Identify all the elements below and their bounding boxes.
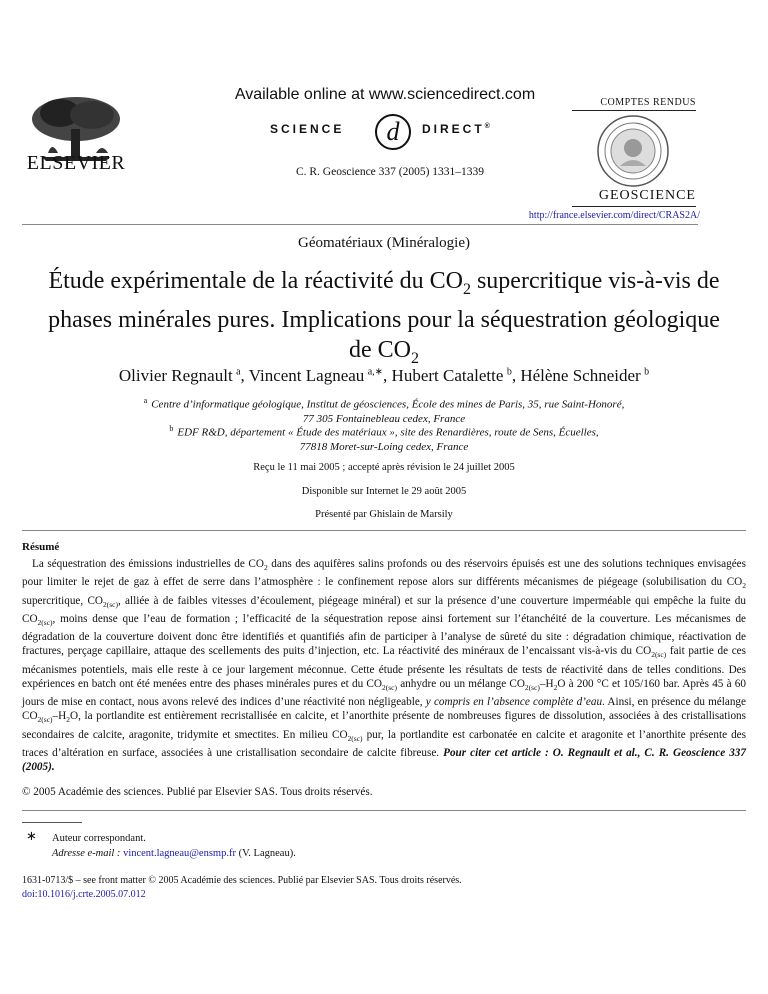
available-online-text[interactable]: Available online at www.sciencedirect.com: [234, 86, 536, 103]
abstract-text: pur, la portlandite est carbonatée en calcite et aragonite et l’anorthite présente des traces d’altération en surface, associées à une cristallisation secondaire de calcite fibreuse.: [22, 728, 746, 759]
header-divider: [572, 206, 696, 207]
author-list: Olivier Regnault $^a$, Vincent Lagneau $^{a,∗}$, Hubert Catalette $^b$, Hélène Schneider $^b$: [118, 366, 650, 385]
footnote-email: [52, 848, 296, 859]
doi-link[interactable]: doi:10.1016/j.crte.2005.07.012: [22, 889, 146, 900]
sciencedirect-science-word: SCIENCE: [270, 122, 345, 136]
journal-url-link[interactable]: http://france.elsevier.com/direct/CRAS2A/: [528, 210, 700, 221]
sciencedirect-direct-word: [422, 122, 493, 136]
author-affiliation-mark[interactable]: a: [236, 366, 241, 378]
abstract-text: fait partie de ces mécanismes potentiels, mais elle reste à ce jour largement méconnue. Cette étude présente les résultats de tests de réactivité dans de telles conditions. Des expériences en batch ont été menées entre des phases minérales pures et du CO: [22, 645, 747, 690]
affiliation-line: 77 305 Fontainebleau cedex, France: [302, 412, 466, 425]
sciencedirect-d-icon: [373, 112, 413, 152]
abstract-heading: Résumé: [22, 541, 60, 553]
issn-line: 1631-0713/$ – see front matter © 2005 Académie des sciences. Publié par Elsevier SAS. Tous droits réservés.: [22, 875, 462, 886]
subscript: 2: [66, 715, 70, 725]
author-name: Vincent Lagneau: [248, 366, 365, 385]
subscript: 2(sc): [347, 733, 363, 743]
affiliation-line: 77818 Moret-sur-Loing cedex, France: [299, 440, 469, 453]
article-title: [40, 266, 728, 374]
abstract-top-rule: [22, 530, 746, 531]
abstract-text: . Ainsi, en présence du mélange CO: [22, 696, 746, 723]
author-affiliation-mark[interactable]: a,∗: [367, 366, 384, 378]
section-heading: Géomatériaux (Minéralogie): [297, 235, 470, 251]
author-name: Hélène Schneider: [520, 366, 641, 385]
sciencedirect-logo: [270, 112, 510, 152]
abstract-text: , alliée à de faibles vitesses d’écoulement, piégeage minéral) et sur la présence d’une couverture imperméable qui empêche la fuite du CO: [22, 594, 746, 625]
abstract-body: [22, 557, 746, 774]
subscript: 2: [263, 563, 268, 573]
footnote-corresponding: Auteur correspondant.: [52, 833, 146, 844]
author-affiliation-mark[interactable]: b: [506, 366, 512, 378]
geoscience-label: GEOSCIENCE: [598, 188, 696, 203]
sd-direct-text: DIRECT: [422, 122, 485, 136]
subscript: 2(sc): [524, 683, 540, 693]
footnote-rule: [22, 822, 82, 823]
registered-mark: ®: [484, 123, 493, 130]
received-date: Reçu le 11 mai 2005 ; accepté après révision le 24 juillet 2005: [253, 462, 515, 473]
title-subscript: 2: [411, 349, 419, 367]
abstract-text: La séquestration des émissions industrielles de CO: [32, 558, 264, 570]
email-link[interactable]: vincent.lagneau@ensmp.fr: [123, 848, 236, 859]
affiliation-mark: a: [143, 396, 148, 405]
citation-note: Pour citer cet article : O. Regnault et al., C. R. Geoscience 337 (2005).: [22, 746, 746, 773]
subscript: 2(sc): [381, 683, 397, 693]
header-divider: [572, 110, 696, 111]
author-affiliation-mark[interactable]: b: [644, 366, 650, 378]
presented-by: Présenté par Ghislain de Marsily: [315, 509, 453, 520]
online-date: Disponible sur Internet le 29 août 2005: [301, 486, 467, 497]
subscript: 2(sc): [103, 599, 118, 609]
abstract-text: –H: [52, 710, 67, 723]
email-suffix: (V. Lagneau).: [238, 848, 296, 859]
title-subscript: 2: [462, 280, 471, 298]
abstract-text: –H: [539, 677, 554, 690]
comptes-rendus-label: COMPTES RENDUS: [600, 97, 696, 108]
abstract-text: anhydre ou un mélange CO: [396, 677, 525, 690]
affiliation-line: EDF R&D, département « Étude des matériaux », site des Renardières, route de Sens, Écuelles,: [177, 426, 599, 439]
footnote-star: ∗: [26, 828, 37, 843]
abstract-text: , moins dense que l’eau de formation ; l’efficacité de la séquestration repose ainsi fortement sur l’étanchéité de la couverture. Les mécanismes de dégradation de la couverture doivent donc être identifiés et quantifiés afin de participer à l’analyse de sûreté du site : dégradation chimique, réactivation de fractures, perçage capillaire, attaque des scellements des puits d’injection, etc. La réactivité des minéraux de l’encaissant vis-à-vis du CO: [22, 612, 746, 658]
subscript: 2: [553, 683, 558, 693]
affiliation-mark: b: [169, 424, 174, 433]
title-part: supercritique vis-à-vis de phases minérales pures. Implications pour la séquestration géologique de CO: [48, 268, 720, 363]
subscript: 2(sc): [37, 618, 53, 628]
affiliation-b: [40, 422, 728, 454]
author-name: Olivier Regnault: [118, 366, 233, 385]
affiliation-a: [40, 394, 728, 426]
affiliation-line: Centre d’informatique géologique, Institut de géosciences, École des mines de Paris, 35, rue Saint-Honoré,: [151, 398, 625, 411]
subscript: 2: [742, 581, 746, 591]
abstract-text: O, la portlandite est entièrement recristallisée en calcite, et l’anorthite présente de nombreuses figures de dissolution, associées à des cristallisations secondaires de calcite, aragonite, tridymite et smectites. En milieu CO: [22, 710, 746, 741]
subscript: 2(sc): [651, 650, 667, 660]
abstract-emphasis: y compris en l’absence complète d’eau: [425, 696, 603, 709]
title-part: Étude expérimentale de la réactivité du CO: [48, 268, 463, 294]
abstract-text: dans des aquifères salins profonds ou des réservoirs épuisés est une des solutions techniques envisagées pour limiter le rejet de gaz à effet de serre dans l’atmosphère : le confinement repose alors sur différents mécanismes de piégeage (solubilisation du CO: [22, 558, 746, 589]
sciencedirect-d-letter: d: [386, 117, 400, 146]
author-name: Hubert Catalette: [391, 366, 504, 385]
publisher-name: ELSEVIER: [26, 152, 126, 174]
abstract-copyright: © 2005 Académie des sciences. Publié par Elsevier SAS. Tous droits réservés.: [22, 786, 373, 798]
academie-seal-icon: [596, 114, 670, 188]
abstract-bottom-rule: [22, 810, 746, 811]
abstract-text: O à 200 °C et 105/160 bar. Après 45 à 60 jours de mise en contact, nous avons relevé des indices d’une réactivité non négligeable,: [22, 677, 746, 709]
journal-reference: C. R. Geoscience 337 (2005) 1331–1339: [295, 166, 485, 178]
email-label: Adresse e-mail :: [52, 848, 121, 859]
header-bottom-rule: [22, 224, 698, 225]
subscript: 2(sc): [37, 715, 53, 725]
abstract-text: supercritique, CO: [22, 594, 103, 607]
